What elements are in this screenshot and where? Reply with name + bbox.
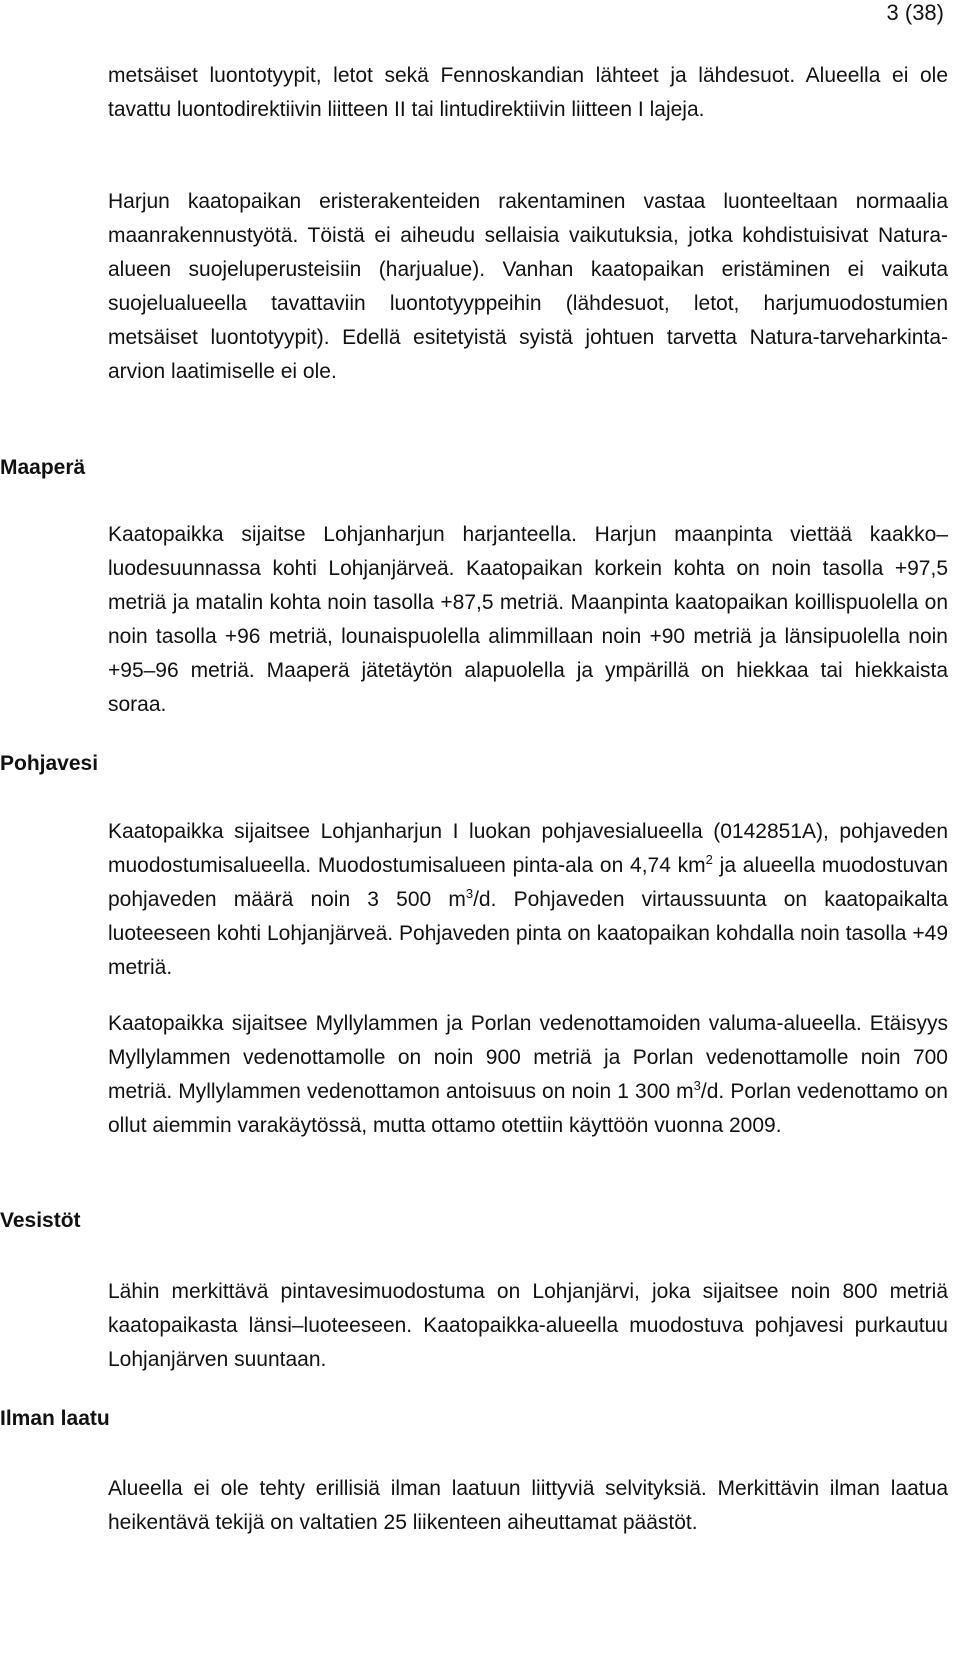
intro-paragraph-2: Harjun kaatopaikan eristerakenteiden rakentaminen vastaa luonteeltaan normaalia maanrakennustyötä. Töistä ei aiheudu sellaisia vaikutuksia, jotka kohdistuisivat Natura-alueen suojeluperusteisiin (harjualue). Vanhan kaatopaikan eristäminen ei vaikuta suojelualueella tavattaviin luontotyyppeihin (lähdesuot, letot, harjumuodostumien metsäiset luontotyypit). Edellä esitetyistä syistä johtuen tarvetta Natura-tarveharkinta-arvion laatimiselle ei ole. bbox=[108, 190, 948, 383]
section-heading-ilman-laatu: Ilman laatu bbox=[0, 1407, 110, 1430]
pohjavesi-text-c: /d. Pohjaveden virtaussuunta on kaatopaikalta luoteeseen kohti Lohjanjärveä. Pohjaveden pinta on kaatopaikan kohdalla noin tasolla +49 metriä. bbox=[108, 888, 948, 979]
page-number: 3 (38) bbox=[886, 0, 944, 25]
section-heading-vesistot: Vesistöt bbox=[0, 1209, 81, 1232]
section-heading-pohjavesi: Pohjavesi bbox=[0, 752, 99, 775]
area-unit-superscript: 2 bbox=[705, 852, 713, 867]
pohjavesi-p2-text-b: /d. Porlan vedenottamo on ollut aiemmin varakäytössä, mutta ottamo otettiin käyttöön vuonna 2009. bbox=[108, 1080, 948, 1137]
section-heading-maapera: Maaperä bbox=[0, 456, 86, 479]
pohjavesi-text-a: Kaatopaikka sijaitsee Lohjanharjun I luokan pohjavesialueella (0142851A), pohjaveden muodostumisalueella. Muodostumisalueen pinta-ala on 4,74 km bbox=[108, 820, 948, 877]
maapera-paragraph: Kaatopaikka sijaitse Lohjanharjun harjanteella. Harjun maanpinta viettää kaakko–luodesuunnassa kohti Lohjanjärveä. Kaatopaikan korkein kohta on noin tasolla +97,5 metriä ja matalin kohta noin tasolla +87,5 metriä. Maanpinta kaatopaikan koillispuolella on noin tasolla +96 metriä, lounaispuolella alimmillaan noin +90 metriä ja länsipuolella noin +95–96 metriä. Maaperä jätetäytön alapuolella ja ympärillä on hiekkaa tai hiekkaista soraa. bbox=[108, 523, 948, 716]
pohjavesi-text-b: ja alueella muodostuvan pohjaveden määrä noin 3 500 m bbox=[108, 854, 948, 911]
pohjavesi-p2-text-a: Kaatopaikka sijaitsee Myllylammen ja Porlan vedenottamoiden valuma-alueella. Etäisyys Myllylammen vedenottamolle on noin 900 metriä ja Porlan vedenottamolle noin 700 metriä. Myllylammen vedenottamon antoisuus on noin 1 300 m bbox=[108, 1012, 948, 1103]
ilman-laatu-paragraph: Alueella ei ole tehty erillisiä ilman laatuun liittyviä selvityksiä. Merkittävin ilman laatua heikentävä tekijä on valtatien 25 liikenteen aiheuttamat päästöt. bbox=[108, 1477, 948, 1534]
vesistot-paragraph: Lähin merkittävä pintavesimuodostuma on Lohjanjärvi, joka sijaitsee noin 800 metriä kaatopaikasta länsi–luoteeseen. Kaatopaikka-alueella muodostuva pohjavesi purkautuu Lohjanjärven suuntaan. bbox=[108, 1280, 948, 1371]
pohjavesi-paragraph-1 bbox=[108, 815, 948, 985]
pohjavesi-paragraph-2 bbox=[108, 1007, 948, 1143]
intro-paragraph-1: metsäiset luontotyypit, letot sekä Fennoskandian lähteet ja lähdesuot. Alueella ei ole tavattu luontodirektiivin liitteen II tai lintudirektiivin liitteen I lajeja. bbox=[108, 64, 948, 121]
volume-unit-superscript-2: 3 bbox=[693, 1078, 701, 1093]
volume-unit-superscript: 3 bbox=[465, 886, 474, 901]
